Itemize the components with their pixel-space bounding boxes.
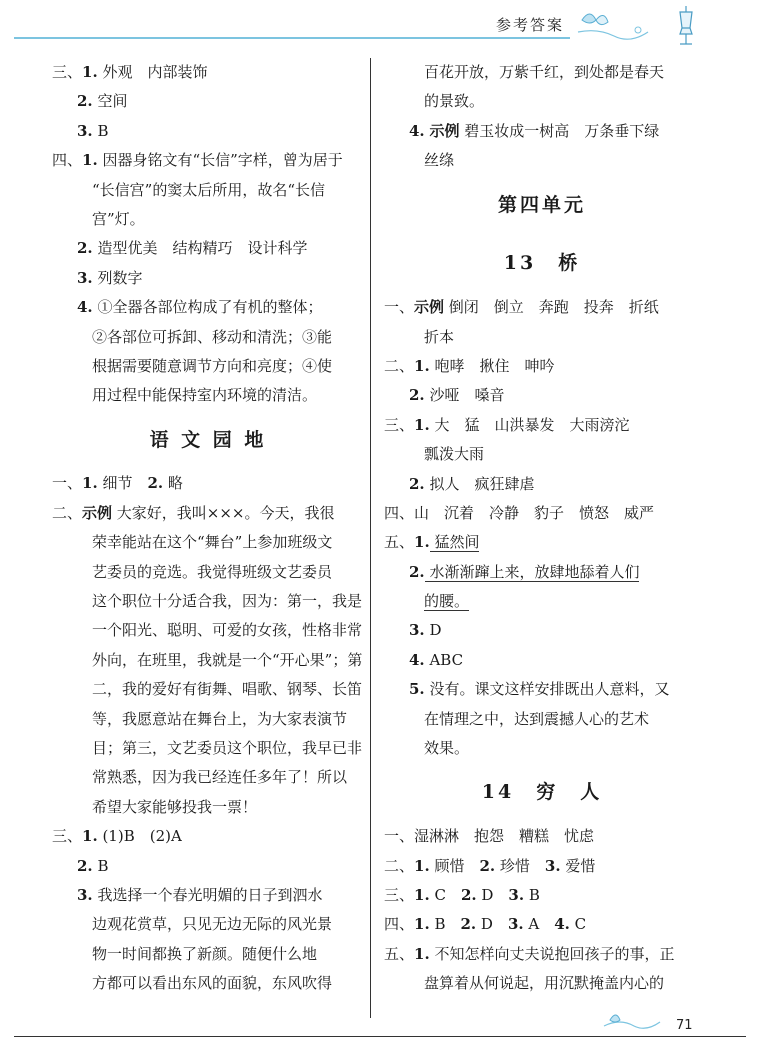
answer-text: 空间 bbox=[92, 92, 128, 111]
answer-text: 宫”灯。 bbox=[92, 209, 145, 228]
question-number: 1. bbox=[82, 827, 98, 846]
answer-line bbox=[52, 910, 364, 939]
question-number: 2. bbox=[77, 92, 93, 111]
question-number: 2. bbox=[479, 856, 496, 875]
question-number: 3. bbox=[77, 885, 93, 904]
answer-line bbox=[384, 881, 700, 910]
answer-text: 瓢泼大雨 bbox=[424, 445, 485, 464]
answer-text: B bbox=[92, 121, 109, 140]
answer-line bbox=[52, 881, 364, 910]
answer-text: ABC bbox=[424, 650, 464, 669]
answer-text: 物一时间都换了新颜。随便什么地 bbox=[92, 944, 318, 963]
question-number: 1. bbox=[414, 533, 430, 552]
answer-line bbox=[384, 411, 700, 440]
question-number: 2. bbox=[409, 474, 425, 493]
answer-line bbox=[384, 87, 700, 116]
question-section-marker: 三、 bbox=[52, 63, 83, 81]
answer-text: D bbox=[476, 915, 508, 934]
answer-line bbox=[52, 646, 364, 675]
footer-rule bbox=[14, 1036, 746, 1037]
answer-text: 一个阳光、聪明、可爱的女孩，性格非常 bbox=[92, 621, 363, 640]
question-section-marker: 一、 bbox=[384, 298, 415, 317]
answer-text: 常熟悉，因为我已经连任多年了！所以 bbox=[92, 768, 348, 787]
question-number: 2. bbox=[147, 474, 164, 493]
answer-line bbox=[52, 234, 364, 263]
answer-line bbox=[52, 763, 364, 792]
question-number: 2. bbox=[409, 386, 425, 405]
answer-line bbox=[52, 264, 364, 293]
question-section-marker: 四、 bbox=[384, 915, 415, 934]
answer-text: 等，我愿意站在舞台上，为大家表演节 bbox=[92, 709, 348, 728]
answer-text: 没有。课文这样安排既出人意料，又 bbox=[424, 680, 670, 699]
answer-text: 顾惜 bbox=[429, 856, 480, 875]
answer-text: 珍惜 bbox=[495, 856, 545, 875]
answer-text: 造型优美 结构精巧 设计科学 bbox=[92, 239, 308, 258]
right-column bbox=[384, 58, 700, 999]
answer-text: 列数字 bbox=[92, 268, 143, 287]
answer-text: 的腰。 bbox=[424, 592, 470, 611]
question-section-marker: 三、 bbox=[384, 885, 415, 904]
question-number: 示例 bbox=[414, 298, 445, 317]
answer-text: C bbox=[429, 885, 461, 904]
question-number: 1. bbox=[414, 856, 430, 875]
answer-text: A bbox=[523, 915, 555, 934]
answer-line bbox=[384, 705, 700, 734]
answer-line bbox=[52, 58, 364, 87]
answer-text: 湿淋淋 抱怨 糟糕 忧虑 bbox=[414, 827, 595, 846]
answer-line bbox=[384, 646, 700, 675]
answer-text: 沙哑 嗓音 bbox=[424, 386, 505, 405]
question-number: 4. bbox=[409, 121, 425, 140]
question-number: 2. bbox=[409, 562, 425, 581]
question-number: 1. bbox=[82, 151, 98, 170]
answer-text: B bbox=[429, 915, 461, 934]
answer-text: 边观花赏草，只见无边无际的风光景 bbox=[92, 915, 333, 934]
answer-text: 碧玉妆成一树高 万条垂下绿 bbox=[459, 121, 660, 140]
question-number: 3. bbox=[77, 121, 93, 140]
section-heading: 14 穷 人 bbox=[481, 781, 603, 804]
question-number: 2. bbox=[460, 885, 477, 904]
answer-line bbox=[52, 616, 364, 645]
answer-text: 根据需要随意调节方向和亮度；④使 bbox=[92, 356, 333, 375]
answer-text: 外观 内部装饰 bbox=[97, 63, 208, 81]
answer-text: 用过程中能保持室内环境的清洁。 bbox=[92, 386, 318, 405]
answer-line bbox=[384, 528, 700, 557]
answer-text: 山 沉着 冷静 豹子 愤怒 威严 bbox=[414, 503, 655, 522]
header-title: 参考答案 bbox=[496, 16, 565, 34]
question-section-marker: 三、 bbox=[52, 827, 83, 846]
answer-line bbox=[384, 293, 700, 322]
left-column bbox=[52, 58, 364, 999]
answer-text: 目；第三，文艺委员这个职位，我早已非 bbox=[92, 739, 363, 757]
page-header bbox=[0, 0, 760, 48]
answer-text: 拟人 疯狂肆虐 bbox=[424, 474, 535, 493]
question-section-marker: 二、 bbox=[52, 503, 83, 522]
answer-text: B bbox=[524, 885, 540, 904]
answer-text: (1)B (2)A bbox=[97, 827, 182, 846]
answer-text: B bbox=[92, 856, 109, 875]
answer-text: 外向，在班里，我就是一个“开心果”；第 bbox=[92, 650, 363, 669]
answer-text: 在情理之中，达到震撼人心的艺术 bbox=[424, 709, 650, 728]
answer-line bbox=[384, 381, 700, 410]
question-section-marker: 二、 bbox=[384, 856, 415, 875]
answer-text: 不知怎样向丈夫说抱回孩子的事，正 bbox=[429, 944, 675, 963]
question-number: 2. bbox=[460, 915, 477, 934]
question-section-marker: 四、 bbox=[52, 151, 83, 170]
page-number: 71 bbox=[676, 1018, 693, 1033]
question-section-marker: 一、 bbox=[52, 474, 83, 493]
answer-text: 这个职位十分适合我，因为：第一，我是 bbox=[92, 592, 363, 611]
answer-line bbox=[384, 323, 700, 352]
answer-line bbox=[52, 558, 364, 587]
question-section-marker: 五、 bbox=[384, 944, 415, 963]
question-section-marker: 五、 bbox=[384, 533, 415, 552]
answer-line bbox=[384, 940, 700, 969]
question-number: 1. bbox=[414, 944, 430, 963]
answer-line bbox=[52, 352, 364, 381]
answer-line bbox=[52, 675, 364, 704]
answer-line bbox=[52, 969, 364, 998]
answer-line bbox=[384, 587, 700, 616]
answer-text: 略 bbox=[163, 474, 183, 493]
question-number: 2. bbox=[77, 239, 93, 258]
answer-line bbox=[52, 205, 364, 234]
question-number: 3. bbox=[409, 621, 425, 640]
answer-text: 丝绦 bbox=[424, 151, 455, 170]
butterfly-footer-icon bbox=[600, 1004, 680, 1034]
answer-line bbox=[52, 587, 364, 616]
answer-line bbox=[384, 499, 700, 528]
question-number: 2. bbox=[77, 856, 93, 875]
answer-text: 因器身铭文有“长信”字样，曾为居于 bbox=[97, 151, 343, 170]
answer-line bbox=[384, 146, 700, 175]
section-heading: 第四单元 bbox=[497, 193, 586, 216]
column-divider bbox=[370, 58, 371, 1018]
question-number: 1. bbox=[414, 915, 430, 934]
question-number: 1. bbox=[82, 474, 98, 493]
answer-line bbox=[384, 58, 700, 87]
question-number: 4. bbox=[77, 298, 93, 317]
answer-line bbox=[52, 793, 364, 822]
answer-text: 方都可以看出东风的面貌，东风吹得 bbox=[92, 974, 333, 993]
answer-text: 荣幸能站在这个“舞台”上参加班级文 bbox=[92, 533, 333, 552]
answer-text: D bbox=[424, 621, 442, 640]
answer-text: 我选择一个春光明媚的日子到泗水 bbox=[92, 885, 323, 904]
answer-text: 艺委员的竞选。我觉得班级文艺委员 bbox=[92, 562, 333, 581]
question-number: 1. bbox=[414, 356, 430, 375]
answer-line bbox=[52, 293, 364, 322]
question-number: 1. bbox=[414, 885, 430, 904]
answer-line bbox=[384, 822, 700, 851]
question-number: 示例 bbox=[429, 121, 460, 140]
answer-line bbox=[384, 558, 700, 587]
answer-text: 希望大家能够投我一票！ bbox=[92, 797, 258, 816]
answer-text: 倒闭 倒立 奔跑 投奔 折纸 bbox=[444, 298, 659, 317]
answer-line bbox=[384, 734, 700, 763]
answer-text: 大 猛 山洪暴发 大雨滂沱 bbox=[429, 415, 630, 434]
answer-line bbox=[384, 470, 700, 499]
answer-line bbox=[384, 352, 700, 381]
answer-text: 的景致。 bbox=[424, 92, 485, 111]
section-heading: 语 文 园 地 bbox=[149, 428, 267, 451]
answer-text: 折本 bbox=[424, 327, 455, 346]
answer-text: 咆哮 揪住 呻吟 bbox=[429, 356, 555, 375]
question-number: 4. bbox=[554, 915, 570, 934]
question-number: 3. bbox=[77, 268, 93, 287]
answer-line bbox=[52, 528, 364, 557]
question-number: 示例 bbox=[82, 503, 113, 522]
answer-text: 效果。 bbox=[424, 739, 470, 758]
question-number: 1. bbox=[414, 415, 430, 434]
question-number: 3. bbox=[507, 915, 524, 934]
answer-text: 盘算着从何说起，用沉默掩盖内心的 bbox=[424, 974, 665, 993]
question-section-marker: 四、 bbox=[384, 503, 415, 522]
answer-line bbox=[384, 440, 700, 469]
answer-line bbox=[52, 499, 364, 528]
answer-line bbox=[384, 910, 700, 939]
answer-text: 二，我的爱好有街舞、唱歌、钢琴、长笛 bbox=[92, 680, 363, 699]
answer-text: 细节 bbox=[97, 474, 148, 493]
answer-line bbox=[52, 146, 364, 175]
answer-text: ①全器各部位构成了有机的整体； bbox=[92, 298, 323, 317]
answer-line bbox=[52, 852, 364, 881]
answer-line bbox=[52, 734, 364, 763]
question-number: 3. bbox=[544, 856, 561, 875]
answer-line bbox=[384, 969, 700, 998]
answer-line bbox=[52, 705, 364, 734]
answer-text: 百花开放，万紫千红，到处都是春天 bbox=[424, 63, 665, 81]
answer-line bbox=[52, 469, 364, 498]
answer-line bbox=[52, 822, 364, 851]
question-section-marker: 二、 bbox=[384, 356, 415, 375]
answer-text: ②各部位可拆卸、移动和清洗；③能 bbox=[92, 327, 333, 346]
question-number: 4. bbox=[409, 650, 425, 669]
section-heading: 13 桥 bbox=[503, 252, 581, 275]
answer-text: 大家好，我叫×××。今天，我很 bbox=[112, 503, 335, 522]
question-section-marker: 一、 bbox=[384, 827, 415, 846]
answer-text: 爱惜 bbox=[560, 856, 596, 875]
answer-text: 水渐渐蹿上来，放肆地舔着人们 bbox=[424, 562, 640, 581]
answer-text: “长信宫”的窦太后所用，故名“长信 bbox=[92, 180, 326, 199]
answer-line bbox=[52, 381, 364, 410]
answer-line bbox=[384, 616, 700, 645]
answer-text: D bbox=[476, 885, 509, 904]
answer-text: 猛然间 bbox=[429, 533, 480, 552]
answer-line bbox=[52, 940, 364, 969]
header-title-underline bbox=[486, 37, 566, 39]
answer-line bbox=[52, 323, 364, 352]
answer-line bbox=[52, 117, 364, 146]
answer-line bbox=[384, 675, 700, 704]
question-section-marker: 三、 bbox=[384, 415, 415, 434]
question-number: 5. bbox=[409, 680, 425, 699]
question-number: 3. bbox=[508, 885, 525, 904]
answer-line bbox=[52, 87, 364, 116]
answer-line bbox=[384, 117, 700, 146]
answer-text: C bbox=[569, 915, 587, 934]
question-number: 1. bbox=[82, 63, 98, 81]
answer-line bbox=[384, 852, 700, 881]
answer-line bbox=[52, 176, 364, 205]
butterfly-lamp-decoration-icon bbox=[568, 2, 698, 46]
